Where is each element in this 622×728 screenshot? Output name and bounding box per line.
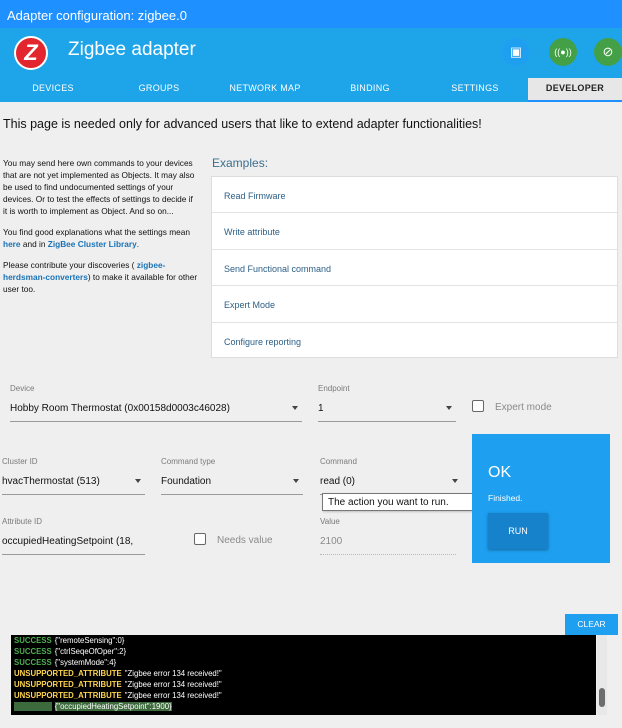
value-input[interactable] (320, 531, 456, 555)
device-label: Device (10, 384, 35, 393)
here-link[interactable]: here (3, 239, 21, 249)
example-expert-mode[interactable]: Expert Mode (212, 286, 617, 322)
example-write-attribute[interactable]: Write attribute (212, 213, 617, 249)
signal-button[interactable] (549, 38, 577, 66)
cluster-select[interactable] (2, 471, 145, 495)
help-paragraph-3 (3, 259, 198, 295)
examples-list (211, 176, 618, 358)
chevron-down-icon (452, 479, 458, 483)
chevron-down-icon (135, 479, 141, 483)
chevron-down-icon (446, 406, 452, 410)
examples-title: Examples: (212, 156, 269, 170)
log-status: UNSUPPORTED_ATTRIBUTE (14, 691, 122, 700)
log-line (11, 690, 596, 701)
app-bar (0, 28, 622, 102)
log-status: UNSUPPORTED_ATTRIBUTE (14, 669, 122, 678)
help-paragraph-1: You may send here own commands to your devices that are not yet implemented as Objects. It may also be used to find undocumented settings of your devices. Or to test the effects of settings to decide if it is worth to implement as Object. And so on... (3, 158, 195, 216)
help-text-part: . (136, 239, 140, 249)
console-scrollbar[interactable] (597, 635, 607, 715)
tab-devices[interactable]: DEVICES (32, 83, 74, 93)
command-tooltip: The action you want to run. (322, 493, 474, 511)
help-text-part: ) to make it available for other user too. (3, 272, 198, 294)
clear-button[interactable]: CLEAR (565, 614, 618, 635)
run-button[interactable]: RUN (488, 513, 548, 549)
log-status: UNSUPPORTED_ATTRIBUTE (14, 680, 122, 689)
log-status: SUCCESS (14, 702, 52, 711)
log-message: {"occupiedHeatingSetpoint":1900} (54, 702, 172, 711)
log-message: {"remoteSensing":0} (54, 636, 125, 645)
help-text-part: and in (20, 239, 48, 249)
result-subtitle: Finished. (488, 493, 523, 503)
cluster-label: Cluster ID (2, 457, 38, 466)
needs-value-label: Needs value (217, 535, 273, 546)
log-status: SUCCESS (14, 658, 52, 667)
expert-mode-checkbox[interactable] (472, 400, 484, 412)
endpoint-label: Endpoint (318, 384, 350, 393)
tab-developer[interactable]: DEVELOPER (528, 78, 622, 102)
window-title: Adapter configuration: zigbee.0 (0, 0, 622, 28)
zigbee-logo: Z (14, 36, 48, 70)
log-line (11, 701, 596, 712)
endpoint-value: 1 (318, 403, 324, 414)
command-label: Command (320, 457, 357, 466)
log-message: {"ctrlSeqeOfOper":2} (54, 647, 127, 656)
signal-off-icon: ⊘ (602, 44, 614, 59)
log-status: SUCCESS (14, 647, 52, 656)
example-configure-reporting[interactable]: Configure reporting (224, 336, 302, 347)
attribute-label: Attribute ID (2, 517, 43, 526)
log-line (11, 679, 596, 690)
log-message: "Zigbee error 134 received!" (124, 669, 222, 678)
needs-value-checkbox[interactable] (194, 533, 206, 545)
expert-mode-label: Expert mode (495, 402, 552, 413)
log-message: {"systemMode":4} (54, 658, 117, 667)
tab-binding[interactable]: BINDING (350, 83, 390, 93)
endpoint-select[interactable] (318, 398, 456, 422)
result-title: OK (488, 464, 512, 481)
example-read-firmware[interactable]: Read Firmware (212, 177, 617, 213)
command-type-value: Foundation (161, 476, 212, 487)
log-message: "Zigbee error 134 received!" (124, 691, 222, 700)
chevron-down-icon (293, 479, 299, 483)
device-value: Hobby Room Thermostat (0x00158d0003c46028) (10, 403, 230, 414)
tab-groups[interactable]: GROUPS (138, 83, 180, 93)
zcl-link[interactable]: ZigBee Cluster Library (47, 239, 137, 249)
zhc-link[interactable]: zigbee-herdsman-converters (3, 260, 166, 282)
log-status: SUCCESS (14, 636, 52, 645)
attribute-value: occupiedHeatingSetpoint (18, (2, 536, 134, 547)
command-value: read (0) (320, 476, 356, 487)
scrollbar-thumb[interactable] (599, 688, 605, 707)
device-select[interactable] (10, 398, 302, 422)
signal-off-button[interactable] (594, 38, 622, 66)
tab-network-map[interactable]: NETWORK MAP (229, 83, 301, 93)
cluster-value: hvacThermostat (513) (2, 476, 100, 487)
result-panel (472, 434, 610, 563)
help-text (3, 157, 198, 304)
command-select[interactable] (320, 471, 462, 495)
tab-bar (0, 78, 622, 102)
value-label: Value (320, 517, 340, 526)
attribute-input[interactable] (2, 531, 145, 555)
console-log (11, 635, 596, 715)
tab-settings[interactable]: SETTINGS (451, 83, 499, 93)
log-line (11, 657, 596, 668)
dashboard-icon: ▣ (509, 44, 523, 59)
signal-icon: ((●)) (554, 47, 572, 57)
intro-text: This page is needed only for advanced users that like to extend adapter functionalities! (3, 117, 482, 131)
log-message: "Zigbee error 134 received!" (124, 680, 222, 689)
dashboard-button[interactable] (502, 38, 530, 66)
command-type-select[interactable] (161, 471, 303, 495)
help-text-part: You find good explanations what the settings mean (3, 227, 190, 237)
chevron-down-icon (292, 406, 298, 410)
app-title: Zigbee adapter (68, 39, 196, 60)
example-send-functional-command[interactable]: Send Functional command (212, 250, 617, 286)
log-line (11, 646, 596, 657)
help-text-part: Please contribute your discoveries ( (3, 260, 137, 270)
log-line (11, 668, 596, 679)
log-line (11, 635, 596, 646)
command-type-label: Command type (161, 457, 216, 466)
help-paragraph-2 (3, 226, 198, 250)
value-value: 2100 (320, 536, 343, 547)
